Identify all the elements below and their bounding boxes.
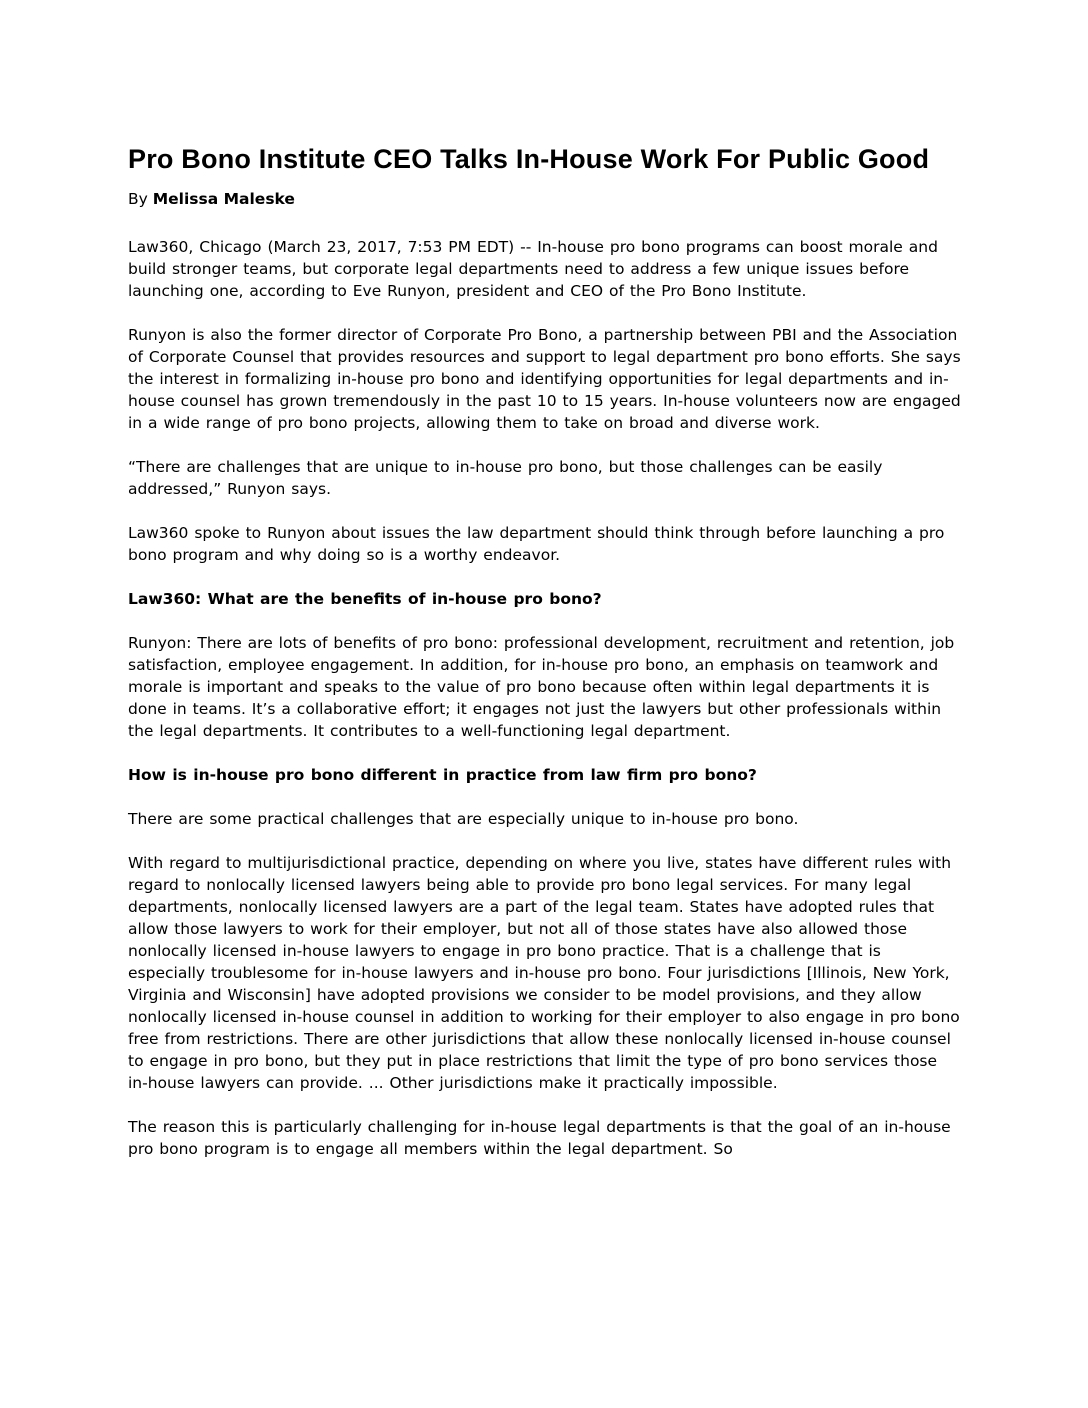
paragraph: Law360, Chicago (March 23, 2017, 7:53 PM EDT) -- In-house pro bono programs can boost morale and build stronger teams, but corporate legal departments need to address a few unique issues before launching one, according to Eve Runyon, president and CEO of the Pro Bono Institute. — [128, 238, 938, 300]
paragraph: Runyon is also the former director of Corporate Pro Bono, a partnership between PBI and the Association of Corporate Counsel that provides resources and support to legal department pro bono efforts. She says the interest in formalizing in-house pro bono and identifying opportunities for legal departments and in-house counsel has grown tremendously in the past 10 to 15 years. In-house volunteers now are engaged in a wide range of pro bono projects, allowing them to take on broad and diverse work. — [128, 326, 961, 432]
byline-author: Melissa Maleske — [152, 190, 295, 208]
section-heading: Law360: What are the benefits of in-house pro bono? — [128, 590, 602, 608]
byline-prefix: By — [128, 190, 153, 208]
paragraph: Runyon: There are lots of benefits of pro bono: professional development, recruitment and retention, job satisfaction, employee engagement. In addition, for in-house pro bono, an emphasis on teamwork and morale is important and speaks to the value of pro bono because often within legal departments it is done in teams. It’s a collaborative effort; it engages not just the lawyers but other professionals within the legal departments. It contributes to a well-functioning legal department. — [128, 634, 955, 740]
paragraph: With regard to multijurisdictional practice, depending on where you live, states have different rules with regard to nonlocally licensed lawyers being able to provide pro bono legal services. For many legal departments, nonlocally licensed lawyers are a part of the legal team. States have adopted rules that allow those lawyers to work for their employer, but not all of those states have also allowed those nonlocally licensed in-house lawyers to engage in pro bono practice. That is a challenge that is especially troublesome for in-house lawyers and in-house pro bono. Four jurisdictions [Illinois, New York, Virginia and Wisconsin] have adopted provisions we consider to be model provisions, and they allow nonlocally licensed in-house counsel in addition to working for their employer to also engage in pro bono free from restrictions. There are other jurisdictions that allow these nonlocally licensed in-house counsel to engage in pro bono, but they put in place restrictions that limit the type of pro bono services those in-house lawyers can provide. ... Other jurisdictions make it practically impossible. — [128, 854, 960, 1092]
paragraph: Law360 spoke to Runyon about issues the law department should think through before launching a pro bono program and why doing so is a worthy endeavor. — [128, 524, 945, 564]
section-heading: How is in-house pro bono different in practice from law firm pro bono? — [128, 766, 757, 784]
paragraph: There are some practical challenges that are especially unique to in-house pro bono. — [128, 810, 799, 828]
byline — [128, 188, 962, 210]
article-body — [128, 236, 962, 1160]
article-title: Pro Bono Institute CEO Talks In-House Work For Public Good — [128, 144, 930, 174]
paragraph: The reason this is particularly challenging for in-house legal departments is that the goal of an in-house pro bono program is to engage all members within the legal department. So — [128, 1118, 951, 1158]
paragraph: “There are challenges that are unique to in-house pro bono, but those challenges can be easily addressed,” Runyon says. — [128, 458, 883, 498]
